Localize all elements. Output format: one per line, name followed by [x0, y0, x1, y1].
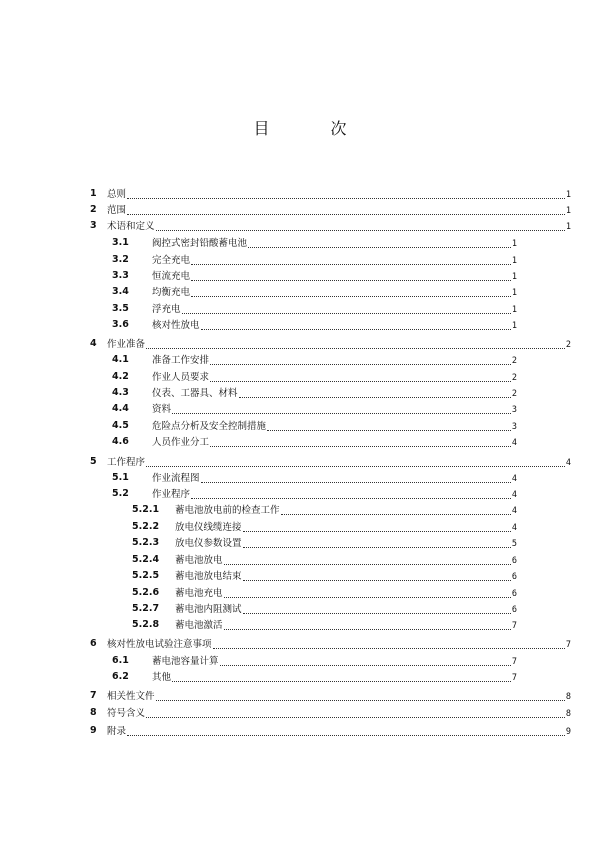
toc-entry-page-number: 1: [565, 190, 571, 200]
toc-entry-title: 相关性文件: [107, 691, 155, 702]
toc-entry-number: 4.6: [112, 436, 129, 447]
dot-leader: [127, 214, 565, 215]
toc-entry[interactable]: [90, 636, 571, 652]
toc-entry-number: 3.1: [112, 237, 129, 248]
toc-entry-number: 5: [90, 456, 97, 467]
toc-entry-page-number: 4: [511, 506, 517, 516]
toc-entry[interactable]: [112, 385, 517, 401]
dot-leader: [248, 247, 511, 248]
toc-entry[interactable]: [112, 352, 517, 368]
toc-entry[interactable]: [112, 301, 517, 317]
toc-entry-page-number: 7: [511, 621, 517, 631]
toc-entry[interactable]: [112, 418, 517, 434]
toc-entry-title: 危险点分析及安全控制措施: [152, 421, 267, 432]
toc-entry-page-number: 1: [511, 321, 517, 331]
dot-leader: [191, 498, 511, 499]
dot-leader: [146, 348, 565, 349]
toc-entry-title: 完全充电: [152, 255, 191, 266]
toc-entry-number: 6: [90, 638, 97, 649]
toc-entry[interactable]: [112, 434, 517, 450]
toc-entry-title: 符号含义: [107, 708, 146, 719]
toc-entry-title: 蓄电池放电: [175, 555, 223, 566]
toc-entry-title: 放电仪参数设置: [175, 538, 242, 549]
toc-entry-number: 3.2: [112, 254, 129, 265]
toc-entry[interactable]: [90, 688, 571, 704]
toc-entry-page-number: 1: [511, 256, 517, 266]
toc-entry-title: 均衡充电: [152, 287, 191, 298]
toc-entry[interactable]: [112, 653, 517, 669]
toc-entry-number: 1: [90, 188, 97, 199]
toc-entry[interactable]: [90, 723, 571, 739]
dot-leader: [243, 580, 511, 581]
toc-entry-page-number: 6: [511, 589, 517, 599]
toc-entry-title: 蓄电池放电结束: [175, 571, 242, 582]
toc-entry[interactable]: [90, 454, 571, 470]
dot-leader: [267, 430, 511, 431]
toc-entry[interactable]: [132, 568, 517, 584]
toc-entry-page-number: 1: [565, 206, 571, 216]
toc-entry-page-number: 5: [511, 539, 517, 549]
toc-entry-number: 4.2: [112, 371, 129, 382]
toc-entry-page-number: 4: [511, 474, 517, 484]
toc-entry-number: 3.3: [112, 270, 129, 281]
toc-entry-page-number: 1: [511, 272, 517, 282]
toc-entry-title: 阀控式密封铅酸蓄电池: [152, 238, 248, 249]
toc-entry-page-number: 3: [511, 422, 517, 432]
toc-entry-number: 4.3: [112, 387, 129, 398]
dot-leader: [243, 547, 511, 548]
toc-entry[interactable]: [132, 535, 517, 551]
toc-entry-page-number: 8: [565, 692, 571, 702]
toc-entry-page-number: 4: [511, 523, 517, 533]
toc-entry-title: 其他: [152, 672, 172, 683]
toc-entry[interactable]: [132, 601, 517, 617]
dot-leader: [201, 482, 511, 483]
toc-entry-number: 5.2.6: [132, 587, 160, 598]
dot-leader: [224, 597, 511, 598]
dot-leader: [281, 514, 511, 515]
dot-leader: [156, 700, 565, 701]
toc-entry[interactable]: [90, 218, 571, 234]
dot-leader: [127, 198, 565, 199]
toc-entry-title: 范围: [107, 205, 127, 216]
toc-entry-title: 仪表、工器具、材料: [152, 388, 238, 399]
toc-entry[interactable]: [112, 284, 517, 300]
toc-entry-title: 蓄电池激活: [175, 620, 223, 631]
toc-entry[interactable]: [132, 585, 517, 601]
dot-leader: [243, 613, 511, 614]
toc-entry-title: 附录: [107, 726, 127, 737]
dot-leader: [224, 564, 511, 565]
dot-leader: [201, 329, 511, 330]
toc-entry[interactable]: [112, 268, 517, 284]
dot-leader: [210, 364, 511, 365]
toc-entry-title: 核对性放电: [152, 320, 200, 331]
dot-leader: [172, 681, 511, 682]
toc-entry-title: 作业准备: [107, 339, 146, 350]
toc-entry[interactable]: [132, 552, 517, 568]
toc-entry-title: 蓄电池放电前的检查工作: [175, 505, 280, 516]
toc-entry-page-number: 4: [511, 490, 517, 500]
toc-entry-page-number: 2: [511, 356, 517, 366]
dot-leader: [213, 648, 565, 649]
toc-entry[interactable]: [112, 470, 517, 486]
dot-leader: [239, 397, 511, 398]
toc-entry-page-number: 2: [565, 340, 571, 350]
toc-entry-number: 3: [90, 220, 97, 231]
toc-entry-title: 术语和定义: [107, 221, 155, 232]
toc-entry-number: 3.5: [112, 303, 129, 314]
dot-leader: [182, 313, 511, 314]
toc-entry-title: 放电仪线缆连接: [175, 522, 242, 533]
dot-leader: [127, 735, 565, 736]
toc-entry-title: 恒流充电: [152, 271, 191, 282]
dot-leader: [146, 717, 565, 718]
toc-entry-number: 3.4: [112, 286, 129, 297]
toc-entry-page-number: 1: [511, 239, 517, 249]
toc-entry[interactable]: [112, 235, 517, 251]
toc-entry-number: 5.2: [112, 488, 129, 499]
toc-entry-number: 6.2: [112, 671, 129, 682]
toc-entry-page-number: 7: [565, 640, 571, 650]
toc-entry-page-number: 6: [511, 572, 517, 582]
toc-entry-page-number: 4: [511, 438, 517, 448]
dot-leader: [220, 665, 511, 666]
toc-entry-title: 浮充电: [152, 304, 181, 315]
toc-entry-number: 8: [90, 707, 97, 718]
toc-entry[interactable]: [132, 617, 517, 633]
toc-entry-number: 9: [90, 725, 97, 736]
toc-entry-number: 5.2.7: [132, 603, 160, 614]
toc-entry-number: 5.2.3: [132, 537, 160, 548]
toc-entry-number: 4: [90, 338, 97, 349]
toc-entry-page-number: 9: [565, 727, 571, 737]
toc-entry[interactable]: [112, 669, 517, 685]
toc-entry-page-number: 3: [511, 405, 517, 415]
toc-entry-number: 5.1: [112, 472, 129, 483]
dot-leader: [191, 280, 511, 281]
toc-entry-title: 作业程序: [152, 489, 191, 500]
toc-entry-number: 5.2.2: [132, 521, 160, 532]
toc-entry-number: 4.1: [112, 354, 129, 365]
toc-entry-title: 蓄电池容量计算: [152, 656, 219, 667]
toc-entry-page-number: 6: [511, 556, 517, 566]
page-title: 目 次: [253, 119, 375, 138]
toc-entry[interactable]: [132, 502, 517, 518]
toc-entry[interactable]: [112, 401, 517, 417]
toc-entry-title: 作业流程图: [152, 473, 200, 484]
toc-entry-number: 5.2.4: [132, 554, 160, 565]
toc-entry-page-number: 4: [565, 458, 571, 468]
toc-entry[interactable]: [90, 202, 571, 218]
toc-entry[interactable]: [112, 317, 517, 333]
toc-entry-title: 人员作业分工: [152, 437, 210, 448]
toc-entry-title: 作业人员要求: [152, 372, 210, 383]
toc-entry-title: 蓄电池充电: [175, 588, 223, 599]
toc-entry-page-number: 2: [511, 389, 517, 399]
toc-entry-number: 4.4: [112, 403, 129, 414]
toc-entry[interactable]: [90, 705, 571, 721]
dot-leader: [191, 296, 511, 297]
dot-leader: [156, 230, 565, 231]
toc-entry[interactable]: [90, 186, 571, 202]
dot-leader: [243, 531, 511, 532]
toc-entry-number: 3.6: [112, 319, 129, 330]
toc-entry-number: 2: [90, 204, 97, 215]
toc-entry-number: 5.2.5: [132, 570, 160, 581]
toc-entry-page-number: 1: [511, 305, 517, 315]
toc-entry-title: 工作程序: [107, 457, 146, 468]
dot-leader: [210, 381, 511, 382]
toc-entry-number: 4.5: [112, 420, 129, 431]
toc-entry-page-number: 7: [511, 673, 517, 683]
toc-entry[interactable]: [112, 252, 517, 268]
toc-entry[interactable]: [112, 369, 517, 385]
toc-entry-number: 7: [90, 690, 97, 701]
toc-entry-number: 5.2.1: [132, 504, 160, 515]
toc-entry-title: 资料: [152, 404, 172, 415]
toc-entry-title: 核对性放电试验注意事项: [107, 639, 212, 650]
toc-entry[interactable]: [132, 519, 517, 535]
dot-leader: [224, 629, 511, 630]
dot-leader: [191, 264, 511, 265]
toc-entry-number: 6.1: [112, 655, 129, 666]
toc-entry-title: 总则: [107, 189, 127, 200]
toc-entry-page-number: 1: [565, 222, 571, 232]
dot-leader: [146, 466, 565, 467]
toc-entry-title: 准备工作安排: [152, 355, 210, 366]
toc-entry-title: 蓄电池内阻测试: [175, 604, 242, 615]
toc-entry[interactable]: [112, 486, 517, 502]
toc-entry-page-number: 6: [511, 605, 517, 615]
toc-entry-page-number: 2: [511, 373, 517, 383]
toc-entry-page-number: 1: [511, 288, 517, 298]
toc-entry[interactable]: [90, 336, 571, 352]
dot-leader: [172, 413, 511, 414]
toc-entry-page-number: 7: [511, 657, 517, 667]
toc-entry-number: 5.2.8: [132, 619, 160, 630]
toc-entry-page-number: 8: [565, 709, 571, 719]
dot-leader: [210, 446, 511, 447]
